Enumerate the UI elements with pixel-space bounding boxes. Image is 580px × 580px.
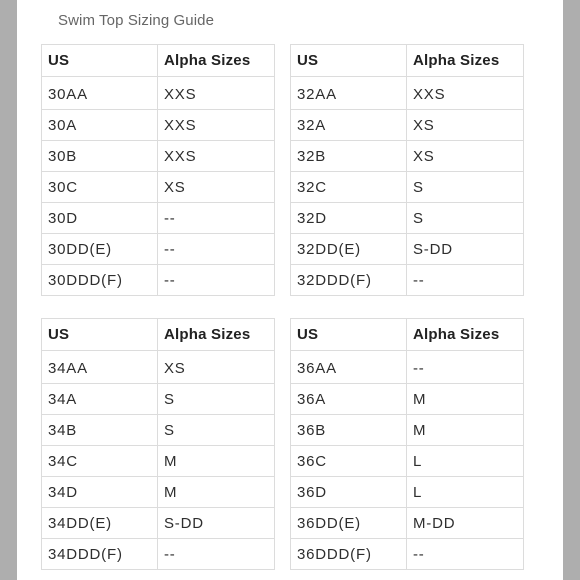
us-size-cell: 30D xyxy=(42,203,158,234)
alpha-size-cell: XS xyxy=(158,172,275,203)
table-row xyxy=(42,384,275,415)
us-size-cell: 36AA xyxy=(291,351,407,384)
alpha-size-cell: XXS xyxy=(158,77,275,110)
us-size-cell: 34D xyxy=(42,477,158,508)
table-row xyxy=(42,477,275,508)
us-size-cell: 34B xyxy=(42,415,158,446)
alpha-size-cell: -- xyxy=(407,539,524,570)
us-size-cell: 32DDD(F) xyxy=(291,265,407,296)
us-size-cell: 30A xyxy=(42,110,158,141)
us-size-cell: 34C xyxy=(42,446,158,477)
alpha-size-cell: -- xyxy=(158,234,275,265)
us-size-cell: 32A xyxy=(291,110,407,141)
us-size-cell: 30AA xyxy=(42,77,158,110)
us-size-cell: 32AA xyxy=(291,77,407,110)
alpha-size-cell: XXS xyxy=(407,77,524,110)
size-table-32 xyxy=(290,44,524,296)
table-row xyxy=(42,508,275,539)
table-header-row xyxy=(42,319,275,351)
alpha-size-cell: -- xyxy=(158,203,275,234)
table-row xyxy=(42,77,275,110)
table-row xyxy=(42,351,275,384)
table-row xyxy=(42,141,275,172)
us-size-cell: 30DD(E) xyxy=(42,234,158,265)
alpha-size-cell: L xyxy=(407,446,524,477)
alpha-size-cell: XXS xyxy=(158,110,275,141)
table-header-row xyxy=(291,319,524,351)
alpha-size-cell: XS xyxy=(407,110,524,141)
column-header-alpha-sizes: Alpha Sizes xyxy=(158,45,275,77)
us-size-cell: 32C xyxy=(291,172,407,203)
table-row xyxy=(291,477,524,508)
size-table-36 xyxy=(290,318,524,570)
us-size-cell: 36DD(E) xyxy=(291,508,407,539)
alpha-size-cell: M xyxy=(407,415,524,446)
alpha-size-cell: S xyxy=(158,384,275,415)
alpha-size-cell: S xyxy=(407,172,524,203)
table-row xyxy=(291,539,524,570)
us-size-cell: 30B xyxy=(42,141,158,172)
table-row xyxy=(42,234,275,265)
us-size-cell: 30C xyxy=(42,172,158,203)
size-table-30 xyxy=(41,44,275,296)
table-header-row xyxy=(42,45,275,77)
us-size-cell: 32DD(E) xyxy=(291,234,407,265)
us-size-cell: 32B xyxy=(291,141,407,172)
column-header-us: US xyxy=(291,319,407,351)
alpha-size-cell: M-DD xyxy=(407,508,524,539)
table-row xyxy=(291,110,524,141)
column-header-us: US xyxy=(291,45,407,77)
alpha-size-cell: S xyxy=(158,415,275,446)
column-header-alpha-sizes: Alpha Sizes xyxy=(158,319,275,351)
us-size-cell: 34DD(E) xyxy=(42,508,158,539)
alpha-size-cell: XXS xyxy=(158,141,275,172)
alpha-size-cell: -- xyxy=(158,265,275,296)
table-row xyxy=(42,203,275,234)
page-title: Swim Top Sizing Guide xyxy=(58,12,215,29)
column-header-alpha-sizes: Alpha Sizes xyxy=(407,319,524,351)
us-size-cell: 34A xyxy=(42,384,158,415)
table-row xyxy=(291,415,524,446)
column-header-us: US xyxy=(42,319,158,351)
table-row xyxy=(291,508,524,539)
us-size-cell: 34AA xyxy=(42,351,158,384)
alpha-size-cell: M xyxy=(158,446,275,477)
us-size-cell: 30DDD(F) xyxy=(42,265,158,296)
table-row xyxy=(291,77,524,110)
us-size-cell: 36C xyxy=(291,446,407,477)
us-size-cell: 36A xyxy=(291,384,407,415)
table-row xyxy=(291,234,524,265)
table-row xyxy=(291,384,524,415)
table-row xyxy=(42,415,275,446)
table-row xyxy=(42,110,275,141)
table-row xyxy=(291,446,524,477)
us-size-cell: 36D xyxy=(291,477,407,508)
us-size-cell: 32D xyxy=(291,203,407,234)
table-row xyxy=(291,172,524,203)
alpha-size-cell: L xyxy=(407,477,524,508)
alpha-size-cell: XS xyxy=(158,351,275,384)
alpha-size-cell: XS xyxy=(407,141,524,172)
alpha-size-cell: S xyxy=(407,203,524,234)
alpha-size-cell: S-DD xyxy=(158,508,275,539)
alpha-size-cell: -- xyxy=(158,539,275,570)
alpha-size-cell: -- xyxy=(407,351,524,384)
size-table-34 xyxy=(41,318,275,570)
table-header-row xyxy=(291,45,524,77)
table-row xyxy=(291,141,524,172)
us-size-cell: 36B xyxy=(291,415,407,446)
table-row xyxy=(291,351,524,384)
alpha-size-cell: S-DD xyxy=(407,234,524,265)
table-row xyxy=(42,446,275,477)
table-row xyxy=(291,203,524,234)
alpha-size-cell: M xyxy=(158,477,275,508)
alpha-size-cell: M xyxy=(407,384,524,415)
alpha-size-cell: -- xyxy=(407,265,524,296)
column-header-us: US xyxy=(42,45,158,77)
table-row xyxy=(42,172,275,203)
us-size-cell: 34DDD(F) xyxy=(42,539,158,570)
table-row xyxy=(42,265,275,296)
table-row xyxy=(291,265,524,296)
table-row xyxy=(42,539,275,570)
column-header-alpha-sizes: Alpha Sizes xyxy=(407,45,524,77)
us-size-cell: 36DDD(F) xyxy=(291,539,407,570)
